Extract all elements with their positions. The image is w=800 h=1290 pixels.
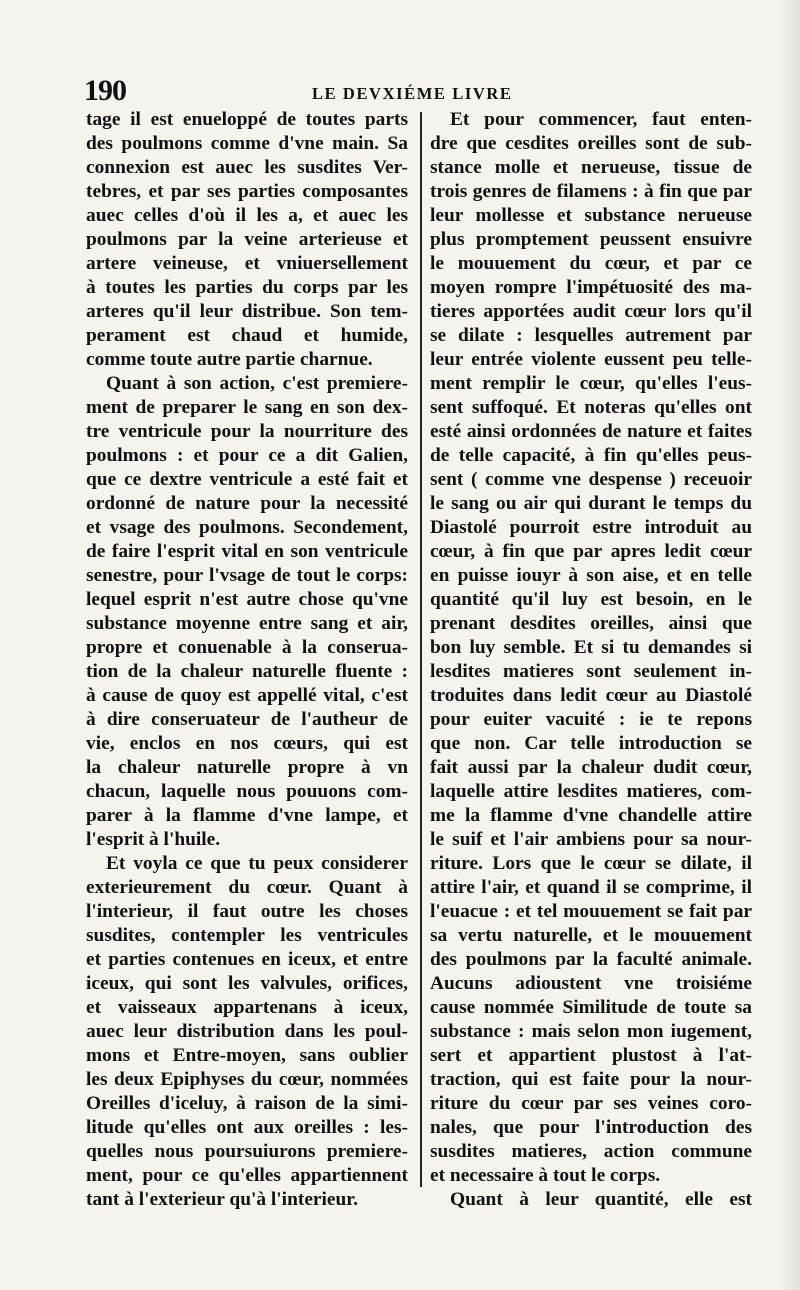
text-line: et necessaire à tout le corps. [430,1165,661,1186]
text-line: leur entrée violente eussent peu telle- [430,349,752,370]
text-line: tre ventricule pour la nourriture des [86,421,408,442]
text-line: artere veineuse, et vniuersellement [86,253,408,274]
right-text-column [430,108,752,1212]
running-title: LE DEVXIÉME LIVRE [312,84,513,103]
text-line: nales, que pour l'introduction des [430,1117,752,1138]
text-line: chacun, laquelle nous pouuons com- [86,781,408,802]
text-line: tieres apportées audit cœur lors qu'il [430,301,752,322]
text-line: stance molle et nerueuse, tissue de [430,157,752,178]
text-line: Oreilles d'iceluy, à raison de la simi- [86,1093,408,1114]
text-line: que non. Car telle introduction se [430,733,752,754]
text-line: cause nommée Similitude de toute sa [430,997,752,1018]
text-line: attire l'air, et quand il se comprime, il [430,877,752,898]
text-line: arteres qu'il leur distribue. Son tem- [86,301,408,322]
text-line: iceux, qui sont les valvules, orifices, [86,973,408,994]
text-line: sa vertu naturelle, et le mouuement [430,925,752,946]
text-line: la chaleur naturelle propre à vn [86,757,408,778]
text-line: troduites dans ledit cœur au Diastolé [430,685,752,706]
text-line: sert et appartient plustost à l'at- [430,1045,752,1066]
text-line: l'euacue : et tel mouuement se fait par [430,901,752,922]
text-line: esté ainsi ordonnées de nature et faites [430,421,752,442]
text-line: trois genres de filamens : à fin que par [430,181,752,202]
text-line: tebres, et par ses parties composantes [86,181,408,202]
text-line: que ce dextre ventricule a esté fait et [86,469,408,490]
text-line: et parties contenues en iceux, et entre [86,949,408,970]
text-line: Et voyla ce que tu peux considerer [106,853,408,874]
text-line: des poulmons par la faculté animale. [430,949,752,970]
page-number: 190 [84,74,126,107]
text-line: riture. Lors que le cœur se dilate, il [430,853,752,874]
text-line: auec celles d'où il les a, et auec les [86,205,408,226]
text-line: en puisse iouyr à son aise, et en telle [430,565,752,586]
text-line: Quant à leur quantité, elle est [450,1189,752,1210]
text-line: vie, enclos en nos cœurs, qui est [86,733,408,754]
text-line: parer à la flamme d'vne lampe, et [86,805,408,826]
text-line: ordonné de nature pour la necessité [86,493,408,514]
text-line: des poulmons comme d'vne main. Sa [86,133,408,154]
text-line: sent suffoqué. Et noteras qu'elles ont [430,397,752,418]
text-line: cœur, à fin que par apres ledit cœur [430,541,752,562]
page-edge-shadow [778,0,800,1290]
text-line: l'interieur, il faut outre les choses [86,901,408,922]
text-line: de telle capacité, à fin qu'elles peus- [430,445,752,466]
text-line: le mouuement du cœur, et par ce [430,253,752,274]
text-line: lequel esprit n'est autre chose qu'vne [86,589,408,610]
text-line: quantité qu'il luy est besoin, en le [430,589,752,610]
text-line: litude qu'elles ont aux oreilles : les- [86,1117,408,1138]
text-line: auec leur distribution dans les poul- [86,1021,408,1042]
text-line: laquelle attire lesdites matieres, com- [430,781,752,802]
text-line: moyen rompre l'impétuosité des ma- [430,277,752,298]
text-line: tion de la chaleur naturelle fluente : [86,661,408,682]
text-line: et vaisseaux appartenans à iceux, [86,997,408,1018]
text-line: bon luy semble. Et si tu demandes si [430,637,752,658]
text-line: substance : mais selon mon iugement, [430,1021,752,1042]
text-line: susdites, contempler les ventricules [86,925,408,946]
text-line: substance moyenne entre sang et air, [86,613,408,634]
text-line: sent ( comme vne despense ) receuoir [430,469,752,490]
text-line: riture du cœur par ses veines coro- [430,1093,752,1114]
text-line: ment remplir le cœur, qu'elles l'eus- [430,373,752,394]
text-line: poulmons : et pour ce a dit Galien, [86,445,408,466]
text-line: à dire conseruateur de l'autheur de [86,709,408,730]
text-line: Et pour commencer, faut enten- [450,109,752,130]
text-line: Diastolé pourroit estre introduit au [430,517,752,538]
text-line: prenant desdites oreilles, ainsi que [430,613,752,634]
text-line: plus promptement peussent ensuivre [430,229,752,250]
text-line: quelles nous poursuiurons premiere- [86,1141,408,1162]
text-line: propre et conuenable à la conserua- [86,637,408,658]
text-line: traction, qui est faite pour la nour- [430,1069,752,1090]
text-line: l'esprit à l'huile. [86,829,221,850]
text-line: senestre, pour l'vsage de tout le corps: [86,565,408,586]
text-line: fait aussi par la chaleur dudit cœur, [430,757,752,778]
text-line: dre que cesdites oreilles sont de sub- [430,133,752,154]
text-line: et vsage des poulmons. Secondement, [86,517,408,538]
text-line: à cause de quoy est appellé vital, c'est [86,685,408,706]
text-line: Aucuns adioustent vne troisiéme [430,973,752,994]
text-line: lesdites matieres sont seulement in- [430,661,752,682]
text-line: le sang ou air qui durant le temps du [430,493,752,514]
text-line: comme toute autre partie charnue. [86,349,373,370]
text-line: de faire l'esprit vital en son ventricule [86,541,408,562]
column-divider [420,112,422,1187]
text-line: le suif et l'air ambiens pour sa nour- [430,829,752,850]
text-line: ment, pour ce qu'elles appartiennent [86,1165,408,1186]
text-line: leur mollesse et substance nerueuse [430,205,752,226]
text-line: Quant à son action, c'est premiere- [106,373,408,394]
text-line: me la flamme d'vne chandelle attire [430,805,752,826]
text-line: à toutes les parties du corps par les [86,277,408,298]
text-line: susdites matieres, action commune [430,1141,752,1162]
text-line: ment de preparer le sang en son dex- [86,397,408,418]
left-text-column [86,108,408,1212]
text-line: perament est chaud et humide, [86,325,408,346]
text-line: tant à l'exterieur qu'à l'interieur. [86,1189,358,1210]
text-line: se dilate : lesquelles autrement par [430,325,752,346]
text-line: exterieurement du cœur. Quant à [86,877,408,898]
text-line: poulmons par la veine arterieuse et [86,229,408,250]
text-line: mons et Entre-moyen, sans oublier [86,1045,408,1066]
text-line: les deux Epiphyses du cœur, nommées [86,1069,408,1090]
text-line: pour euiter vacuité : ie te repons [430,709,752,730]
running-head [0,72,800,108]
text-line: connexion est auec les susdites Ver- [86,157,408,178]
text-line: tage il est enueloppé de toutes parts [86,109,408,130]
